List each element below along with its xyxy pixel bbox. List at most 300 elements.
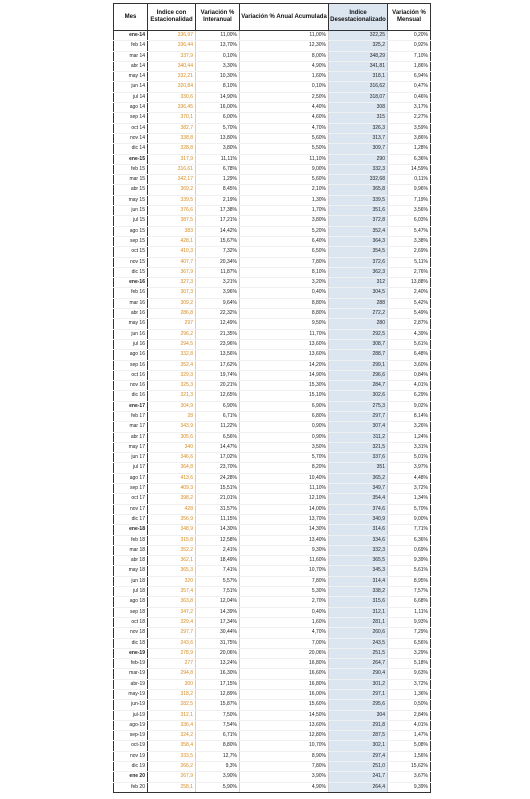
variacion-interanual-cell[interactable]: 17,34% — [196, 617, 240, 627]
variacion-acumulada-cell[interactable]: 7,80% — [240, 576, 329, 586]
indice-estacionalidad-cell[interactable]: 336,97 — [148, 31, 196, 41]
table-row[interactable] — [114, 710, 431, 720]
month-cell[interactable]: ago 18 — [114, 597, 148, 607]
variacion-interanual-cell[interactable]: 5,90% — [196, 782, 240, 792]
variacion-mensual-cell[interactable]: 1,56% — [388, 751, 431, 761]
variacion-interanual-cell[interactable]: 11,00% — [196, 31, 240, 41]
variacion-mensual-cell[interactable]: 9,96% — [388, 185, 431, 195]
table-row[interactable] — [114, 731, 431, 741]
indice-desestacionalizado-cell[interactable]: 260,6 — [329, 628, 388, 638]
indice-desestacionalizado-cell[interactable]: 339,5 — [329, 195, 388, 205]
indice-desestacionalizado-cell[interactable]: 332,3 — [329, 545, 388, 555]
variacion-acumulada-cell[interactable]: 5,60% — [240, 175, 329, 185]
month-cell[interactable]: may 17 — [114, 442, 148, 452]
variacion-acumulada-cell[interactable]: 6,90% — [240, 401, 329, 411]
indice-desestacionalizado-cell[interactable]: 313,7 — [329, 133, 388, 143]
indice-desestacionalizado-cell[interactable]: 308,7 — [329, 339, 388, 349]
variacion-interanual-cell[interactable]: 13,80% — [196, 133, 240, 143]
table-row[interactable] — [114, 504, 431, 514]
indice-estacionalidad-cell[interactable]: 294,8 — [148, 669, 196, 679]
month-cell[interactable]: oct 18 — [114, 617, 148, 627]
indice-desestacionalizado-cell[interactable]: 354,5 — [329, 247, 388, 257]
header-variacion-interanual[interactable]: Variación % Interanual — [196, 4, 240, 31]
variacion-mensual-cell[interactable]: 6,29% — [388, 391, 431, 401]
indice-desestacionalizado-cell[interactable]: 299,1 — [329, 360, 388, 370]
month-cell[interactable]: sep 17 — [114, 484, 148, 494]
indice-desestacionalizado-cell[interactable]: 311,2 — [329, 432, 388, 442]
indice-estacionalidad-cell[interactable]: 363,8 — [148, 597, 196, 607]
variacion-mensual-cell[interactable]: 8,95% — [388, 576, 431, 586]
indice-estacionalidad-cell[interactable]: 428,1 — [148, 236, 196, 246]
variacion-interanual-cell[interactable]: 17,62% — [196, 360, 240, 370]
variacion-mensual-cell[interactable]: 1,36% — [388, 690, 431, 700]
indice-estacionalidad-cell[interactable]: 278,9 — [148, 648, 196, 658]
month-cell[interactable]: ene 20 — [114, 772, 148, 782]
header-indice-con-estacionalidad[interactable]: Indice con Estacionalidad — [148, 4, 196, 31]
table-row[interactable] — [114, 422, 431, 432]
indice-desestacionalizado-cell[interactable]: 308 — [329, 103, 388, 113]
variacion-mensual-cell[interactable]: 5,18% — [388, 659, 431, 669]
header-variacion-anual-acumulada[interactable]: Variación % Anual Acumulada — [240, 4, 329, 31]
indice-desestacionalizado-cell[interactable]: 362,3 — [329, 267, 388, 277]
table-row[interactable] — [114, 453, 431, 463]
variacion-acumulada-cell[interactable]: 1,60% — [240, 72, 329, 82]
month-cell[interactable]: ago-19 — [114, 720, 148, 730]
variacion-mensual-cell[interactable]: 0,11% — [388, 175, 431, 185]
variacion-mensual-cell[interactable]: 5,47% — [388, 226, 431, 236]
variacion-interanual-cell[interactable]: 18,49% — [196, 556, 240, 566]
indice-desestacionalizado-cell[interactable]: 322,25 — [329, 31, 388, 41]
variacion-interanual-cell[interactable]: 13,56% — [196, 350, 240, 360]
variacion-interanual-cell[interactable]: 23,96% — [196, 339, 240, 349]
variacion-mensual-cell[interactable]: 1,11% — [388, 607, 431, 617]
variacion-interanual-cell[interactable]: 3,90% — [196, 772, 240, 782]
variacion-mensual-cell[interactable]: 1,24% — [388, 432, 431, 442]
variacion-interanual-cell[interactable]: 13,70% — [196, 41, 240, 51]
indice-estacionalidad-cell[interactable]: 258,1 — [148, 782, 196, 792]
variacion-interanual-cell[interactable]: 9,64% — [196, 298, 240, 308]
variacion-mensual-cell[interactable]: 13,88% — [388, 278, 431, 288]
month-cell[interactable]: abr 18 — [114, 556, 148, 566]
variacion-mensual-cell[interactable]: 4,39% — [388, 329, 431, 339]
indice-desestacionalizado-cell[interactable]: 315 — [329, 113, 388, 123]
variacion-mensual-cell[interactable]: 3,38% — [388, 236, 431, 246]
month-cell[interactable]: jul 17 — [114, 463, 148, 473]
indice-estacionalidad-cell[interactable]: 329,3 — [148, 370, 196, 380]
indice-estacionalidad-cell[interactable]: 297 — [148, 319, 196, 329]
variacion-acumulada-cell[interactable]: 12,30% — [240, 41, 329, 51]
month-cell[interactable]: dic 15 — [114, 267, 148, 277]
table-row[interactable] — [114, 41, 431, 51]
table-row[interactable] — [114, 535, 431, 545]
variacion-acumulada-cell[interactable]: 5,30% — [240, 587, 329, 597]
variacion-mensual-cell[interactable]: 9,63% — [388, 669, 431, 679]
month-cell[interactable]: may 14 — [114, 72, 148, 82]
indice-desestacionalizado-cell[interactable]: 290 — [329, 154, 388, 164]
indice-desestacionalizado-cell[interactable]: 326,3 — [329, 123, 388, 133]
table-row[interactable] — [114, 442, 431, 452]
indice-estacionalidad-cell[interactable]: 370,1 — [148, 113, 196, 123]
variacion-mensual-cell[interactable]: 5,42% — [388, 298, 431, 308]
variacion-mensual-cell[interactable]: 0,92% — [388, 41, 431, 51]
indice-estacionalidad-cell[interactable]: 357,4 — [148, 587, 196, 597]
month-cell[interactable]: oct 15 — [114, 247, 148, 257]
variacion-acumulada-cell[interactable]: 14,30% — [240, 525, 329, 535]
variacion-mensual-cell[interactable]: 6,36% — [388, 154, 431, 164]
variacion-mensual-cell[interactable]: 1,34% — [388, 494, 431, 504]
indice-estacionalidad-cell[interactable]: 309,2 — [148, 298, 196, 308]
indice-desestacionalizado-cell[interactable]: 332,68 — [329, 175, 388, 185]
variacion-mensual-cell[interactable]: 3,31% — [388, 442, 431, 452]
table-row[interactable] — [114, 103, 431, 113]
table-row[interactable] — [114, 556, 431, 566]
variacion-acumulada-cell[interactable]: 16,00% — [240, 690, 329, 700]
indice-desestacionalizado-cell[interactable]: 348,29 — [329, 51, 388, 61]
indice-desestacionalizado-cell[interactable]: 272,2 — [329, 309, 388, 319]
table-row[interactable] — [114, 72, 431, 82]
variacion-acumulada-cell[interactable]: 13,70% — [240, 514, 329, 524]
indice-estacionalidad-cell[interactable]: 305,6 — [148, 432, 196, 442]
indice-estacionalidad-cell[interactable]: 266,2 — [148, 762, 196, 772]
variacion-acumulada-cell[interactable]: 7,00% — [240, 638, 329, 648]
variacion-acumulada-cell[interactable]: 14,00% — [240, 504, 329, 514]
indice-desestacionalizado-cell[interactable]: 321,5 — [329, 442, 388, 452]
variacion-interanual-cell[interactable]: 9,3% — [196, 762, 240, 772]
variacion-acumulada-cell[interactable]: 14,50% — [240, 710, 329, 720]
month-cell[interactable]: dic 14 — [114, 144, 148, 154]
variacion-acumulada-cell[interactable]: 3,80% — [240, 216, 329, 226]
month-cell[interactable]: abr 15 — [114, 185, 148, 195]
table-row[interactable] — [114, 720, 431, 730]
indice-estacionalidad-cell[interactable]: 307,3 — [148, 288, 196, 298]
variacion-mensual-cell[interactable]: 3,56% — [388, 206, 431, 216]
indice-desestacionalizado-cell[interactable]: 354,4 — [329, 494, 388, 504]
table-row[interactable] — [114, 267, 431, 277]
table-row[interactable] — [114, 576, 431, 586]
table-row[interactable] — [114, 216, 431, 226]
indice-estacionalidad-cell[interactable]: 340 — [148, 442, 196, 452]
month-cell[interactable]: dic 19 — [114, 762, 148, 772]
table-row[interactable] — [114, 370, 431, 380]
variacion-interanual-cell[interactable]: 22,32% — [196, 309, 240, 319]
variacion-acumulada-cell[interactable]: 11,70% — [240, 329, 329, 339]
variacion-acumulada-cell[interactable]: 11,10% — [240, 154, 329, 164]
variacion-mensual-cell[interactable]: 7,29% — [388, 628, 431, 638]
month-cell[interactable]: mar 17 — [114, 422, 148, 432]
indice-desestacionalizado-cell[interactable]: 304 — [329, 710, 388, 720]
variacion-acumulada-cell[interactable]: 2,10% — [240, 185, 329, 195]
variacion-acumulada-cell[interactable]: 5,60% — [240, 133, 329, 143]
month-cell[interactable]: jun 17 — [114, 453, 148, 463]
indice-estacionalidad-cell[interactable]: 267,9 — [148, 772, 196, 782]
variacion-mensual-cell[interactable]: 8,14% — [388, 411, 431, 421]
indice-estacionalidad-cell[interactable]: 413,6 — [148, 473, 196, 483]
month-cell[interactable]: nov 16 — [114, 381, 148, 391]
variacion-acumulada-cell[interactable]: 8,00% — [240, 51, 329, 61]
indice-estacionalidad-cell[interactable]: 339,5 — [148, 195, 196, 205]
month-cell[interactable]: abr-19 — [114, 679, 148, 689]
month-cell[interactable]: abr 16 — [114, 309, 148, 319]
table-row[interactable] — [114, 617, 431, 627]
variacion-acumulada-cell[interactable]: 11,00% — [240, 31, 329, 41]
indice-estacionalidad-cell[interactable]: 327,3 — [148, 278, 196, 288]
variacion-interanual-cell[interactable]: 11,87% — [196, 267, 240, 277]
variacion-acumulada-cell[interactable]: 10,70% — [240, 566, 329, 576]
indice-desestacionalizado-cell[interactable]: 292,5 — [329, 329, 388, 339]
table-row[interactable] — [114, 113, 431, 123]
month-cell[interactable]: feb 18 — [114, 535, 148, 545]
variacion-acumulada-cell[interactable]: 9,50% — [240, 319, 329, 329]
variacion-acumulada-cell[interactable]: 9,30% — [240, 545, 329, 555]
variacion-mensual-cell[interactable]: 3,29% — [388, 648, 431, 658]
indice-estacionalidad-cell[interactable]: 28 — [148, 411, 196, 421]
variacion-interanual-cell[interactable]: 6,71% — [196, 411, 240, 421]
variacion-mensual-cell[interactable]: 9,39% — [388, 556, 431, 566]
variacion-acumulada-cell[interactable]: 3,50% — [240, 442, 329, 452]
indice-estacionalidad-cell[interactable]: 365,3 — [148, 566, 196, 576]
indice-desestacionalizado-cell[interactable]: 281,1 — [329, 617, 388, 627]
variacion-interanual-cell[interactable]: 21,35% — [196, 329, 240, 339]
indice-desestacionalizado-cell[interactable]: 291,8 — [329, 720, 388, 730]
table-row[interactable] — [114, 381, 431, 391]
indice-desestacionalizado-cell[interactable]: 284,7 — [329, 381, 388, 391]
variacion-mensual-cell[interactable]: 3,59% — [388, 123, 431, 133]
variacion-mensual-cell[interactable]: 0,46% — [388, 92, 431, 102]
variacion-mensual-cell[interactable]: 5,70% — [388, 504, 431, 514]
table-row[interactable] — [114, 494, 431, 504]
table-row[interactable] — [114, 514, 431, 524]
variacion-acumulada-cell[interactable]: 5,20% — [240, 226, 329, 236]
indice-desestacionalizado-cell[interactable]: 314,6 — [329, 525, 388, 535]
variacion-mensual-cell[interactable]: 2,69% — [388, 247, 431, 257]
variacion-acumulada-cell[interactable]: 13,40% — [240, 535, 329, 545]
indice-estacionalidad-cell[interactable]: 333,5 — [148, 751, 196, 761]
variacion-acumulada-cell[interactable]: 14,20% — [240, 360, 329, 370]
variacion-interanual-cell[interactable]: 7,32% — [196, 247, 240, 257]
variacion-mensual-cell[interactable]: 1,86% — [388, 61, 431, 71]
variacion-acumulada-cell[interactable]: 0,90% — [240, 432, 329, 442]
variacion-interanual-cell[interactable]: 24,28% — [196, 473, 240, 483]
table-row[interactable] — [114, 31, 431, 41]
variacion-acumulada-cell[interactable]: 2,50% — [240, 92, 329, 102]
indice-desestacionalizado-cell[interactable]: 307,4 — [329, 422, 388, 432]
indice-desestacionalizado-cell[interactable]: 312,1 — [329, 607, 388, 617]
table-row[interactable] — [114, 164, 431, 174]
indice-desestacionalizado-cell[interactable]: 287,5 — [329, 731, 388, 741]
month-cell[interactable]: dic 16 — [114, 391, 148, 401]
variacion-mensual-cell[interactable]: 1,28% — [388, 144, 431, 154]
variacion-interanual-cell[interactable]: 14,90% — [196, 92, 240, 102]
variacion-interanual-cell[interactable]: 7,54% — [196, 720, 240, 730]
variacion-acumulada-cell[interactable]: 13,60% — [240, 350, 329, 360]
table-row[interactable] — [114, 751, 431, 761]
table-row[interactable] — [114, 587, 431, 597]
variacion-acumulada-cell[interactable]: 4,70% — [240, 123, 329, 133]
indice-estacionalidad-cell[interactable]: 410,3 — [148, 247, 196, 257]
variacion-interanual-cell[interactable]: 3,30% — [196, 61, 240, 71]
table-row[interactable] — [114, 133, 431, 143]
variacion-acumulada-cell[interactable]: 7,80% — [240, 762, 329, 772]
indice-estacionalidad-cell[interactable]: 320,84 — [148, 82, 196, 92]
month-cell[interactable]: abr 17 — [114, 432, 148, 442]
variacion-interanual-cell[interactable]: 2,41% — [196, 545, 240, 555]
variacion-mensual-cell[interactable]: 9,39% — [388, 782, 431, 792]
month-cell[interactable]: ene-18 — [114, 525, 148, 535]
month-cell[interactable]: dic 17 — [114, 514, 148, 524]
variacion-interanual-cell[interactable]: 13,24% — [196, 659, 240, 669]
indice-desestacionalizado-cell[interactable]: 264,4 — [329, 782, 388, 792]
variacion-mensual-cell[interactable]: 3,97% — [388, 463, 431, 473]
month-cell[interactable]: may 16 — [114, 319, 148, 329]
variacion-interanual-cell[interactable]: 15,51% — [196, 484, 240, 494]
table-row[interactable] — [114, 690, 431, 700]
table-row[interactable] — [114, 484, 431, 494]
indice-estacionalidad-cell[interactable]: 367,9 — [148, 267, 196, 277]
indice-estacionalidad-cell[interactable]: 382,7 — [148, 123, 196, 133]
month-cell[interactable]: jun 15 — [114, 206, 148, 216]
month-cell[interactable]: feb 14 — [114, 41, 148, 51]
variacion-interanual-cell[interactable]: 12,49% — [196, 319, 240, 329]
indice-estacionalidad-cell[interactable]: 296,2 — [148, 329, 196, 339]
variacion-mensual-cell[interactable]: 3,60% — [388, 360, 431, 370]
indice-desestacionalizado-cell[interactable]: 316,62 — [329, 82, 388, 92]
table-row[interactable] — [114, 545, 431, 555]
indice-desestacionalizado-cell[interactable]: 280 — [329, 319, 388, 329]
indice-desestacionalizado-cell[interactable]: 288 — [329, 298, 388, 308]
table-row[interactable] — [114, 762, 431, 772]
variacion-mensual-cell[interactable]: 0,50% — [388, 700, 431, 710]
variacion-acumulada-cell[interactable]: 8,90% — [240, 751, 329, 761]
variacion-interanual-cell[interactable]: 14,42% — [196, 226, 240, 236]
variacion-interanual-cell[interactable]: 20,06% — [196, 648, 240, 658]
table-row[interactable] — [114, 298, 431, 308]
indice-estacionalidad-cell[interactable]: 304,9 — [148, 401, 196, 411]
month-cell[interactable]: mar-19 — [114, 669, 148, 679]
table-row[interactable] — [114, 92, 431, 102]
variacion-interanual-cell[interactable]: 23,70% — [196, 463, 240, 473]
variacion-mensual-cell[interactable]: 9,00% — [388, 514, 431, 524]
variacion-interanual-cell[interactable]: 11,11% — [196, 154, 240, 164]
variacion-mensual-cell[interactable]: 5,11% — [388, 257, 431, 267]
variacion-mensual-cell[interactable]: 7,10% — [388, 51, 431, 61]
month-cell[interactable]: ago 14 — [114, 103, 148, 113]
indice-desestacionalizado-cell[interactable]: 297,4 — [329, 751, 388, 761]
table-row[interactable] — [114, 525, 431, 535]
indice-desestacionalizado-cell[interactable]: 264,7 — [329, 659, 388, 669]
variacion-mensual-cell[interactable]: 5,61% — [388, 566, 431, 576]
indice-estacionalidad-cell[interactable]: 407,7 — [148, 257, 196, 267]
indice-desestacionalizado-cell[interactable]: 332,3 — [329, 164, 388, 174]
indice-desestacionalizado-cell[interactable]: 304,5 — [329, 288, 388, 298]
variacion-interanual-cell[interactable]: 6,56% — [196, 432, 240, 442]
variacion-interanual-cell[interactable]: 20,34% — [196, 257, 240, 267]
indice-desestacionalizado-cell[interactable]: 365,2 — [329, 473, 388, 483]
table-row[interactable] — [114, 659, 431, 669]
indice-estacionalidad-cell[interactable]: 318,2 — [148, 690, 196, 700]
variacion-mensual-cell[interactable]: 3,17% — [388, 103, 431, 113]
variacion-interanual-cell[interactable]: 3,80% — [196, 144, 240, 154]
header-variacion-mensual[interactable]: Variación % Mensual — [388, 4, 431, 31]
variacion-mensual-cell[interactable]: 3,26% — [388, 422, 431, 432]
indice-estacionalidad-cell[interactable]: 387,5 — [148, 216, 196, 226]
variacion-mensual-cell[interactable]: 4,48% — [388, 473, 431, 483]
variacion-acumulada-cell[interactable]: 4,90% — [240, 61, 329, 71]
variacion-interanual-cell[interactable]: 2,19% — [196, 195, 240, 205]
variacion-acumulada-cell[interactable]: 4,70% — [240, 628, 329, 638]
table-row[interactable] — [114, 206, 431, 216]
table-row[interactable] — [114, 401, 431, 411]
indice-estacionalidad-cell[interactable]: 336,4 — [148, 720, 196, 730]
variacion-interanual-cell[interactable]: 15,67% — [196, 236, 240, 246]
table-row[interactable] — [114, 247, 431, 257]
month-cell[interactable]: ago 15 — [114, 226, 148, 236]
table-row[interactable] — [114, 782, 431, 792]
indice-desestacionalizado-cell[interactable]: 314,4 — [329, 576, 388, 586]
table-row[interactable] — [114, 772, 431, 782]
variacion-acumulada-cell[interactable]: 16,60% — [240, 669, 329, 679]
month-cell[interactable]: ene-14 — [114, 31, 148, 41]
table-row[interactable] — [114, 144, 431, 154]
variacion-interanual-cell[interactable]: 8,45% — [196, 185, 240, 195]
table-row[interactable] — [114, 360, 431, 370]
indice-desestacionalizado-cell[interactable]: 351 — [329, 463, 388, 473]
indice-estacionalidad-cell[interactable]: 398,2 — [148, 494, 196, 504]
variacion-interanual-cell[interactable]: 11,22% — [196, 422, 240, 432]
indice-desestacionalizado-cell[interactable]: 309,7 — [329, 144, 388, 154]
variacion-acumulada-cell[interactable]: 15,30% — [240, 381, 329, 391]
indice-estacionalidad-cell[interactable]: 336,44 — [148, 41, 196, 51]
indice-desestacionalizado-cell[interactable]: 345,3 — [329, 566, 388, 576]
month-cell[interactable]: nov 15 — [114, 257, 148, 267]
variacion-mensual-cell[interactable]: 7,19% — [388, 195, 431, 205]
indice-estacionalidad-cell[interactable]: 376,6 — [148, 206, 196, 216]
variacion-acumulada-cell[interactable]: 15,10% — [240, 391, 329, 401]
table-row[interactable] — [114, 391, 431, 401]
variacion-mensual-cell[interactable]: 2,27% — [388, 113, 431, 123]
month-cell[interactable]: oct 17 — [114, 494, 148, 504]
month-cell[interactable]: mar 15 — [114, 175, 148, 185]
month-cell[interactable]: oct 16 — [114, 370, 148, 380]
variacion-mensual-cell[interactable]: 5,61% — [388, 339, 431, 349]
variacion-acumulada-cell[interactable]: 13,60% — [240, 720, 329, 730]
table-row[interactable] — [114, 175, 431, 185]
table-row[interactable] — [114, 741, 431, 751]
variacion-mensual-cell[interactable]: 4,01% — [388, 381, 431, 391]
month-cell[interactable]: ene-16 — [114, 278, 148, 288]
month-cell[interactable]: nov 14 — [114, 133, 148, 143]
indice-estacionalidad-cell[interactable]: 358,4 — [148, 741, 196, 751]
variacion-acumulada-cell[interactable]: 12,10% — [240, 494, 329, 504]
variacion-mensual-cell[interactable]: 0,47% — [388, 82, 431, 92]
variacion-mensual-cell[interactable]: 5,01% — [388, 453, 431, 463]
variacion-interanual-cell[interactable]: 1,29% — [196, 175, 240, 185]
indice-estacionalidad-cell[interactable]: 312,1 — [148, 710, 196, 720]
indice-estacionalidad-cell[interactable]: 328,8 — [148, 144, 196, 154]
variacion-acumulada-cell[interactable]: 0,90% — [240, 422, 329, 432]
indice-desestacionalizado-cell[interactable]: 334,6 — [329, 535, 388, 545]
variacion-interanual-cell[interactable]: 6,90% — [196, 401, 240, 411]
indice-estacionalidad-cell[interactable]: 352,2 — [148, 545, 196, 555]
indice-desestacionalizado-cell[interactable]: 372,6 — [329, 257, 388, 267]
variacion-acumulada-cell[interactable]: 20,06% — [240, 648, 329, 658]
variacion-mensual-cell[interactable]: 6,94% — [388, 72, 431, 82]
month-cell[interactable]: jul 14 — [114, 92, 148, 102]
table-row[interactable] — [114, 226, 431, 236]
indice-estacionalidad-cell[interactable]: 352,4 — [148, 360, 196, 370]
month-cell[interactable]: ago 17 — [114, 473, 148, 483]
indice-desestacionalizado-cell[interactable]: 297,7 — [329, 411, 388, 421]
table-row[interactable] — [114, 700, 431, 710]
